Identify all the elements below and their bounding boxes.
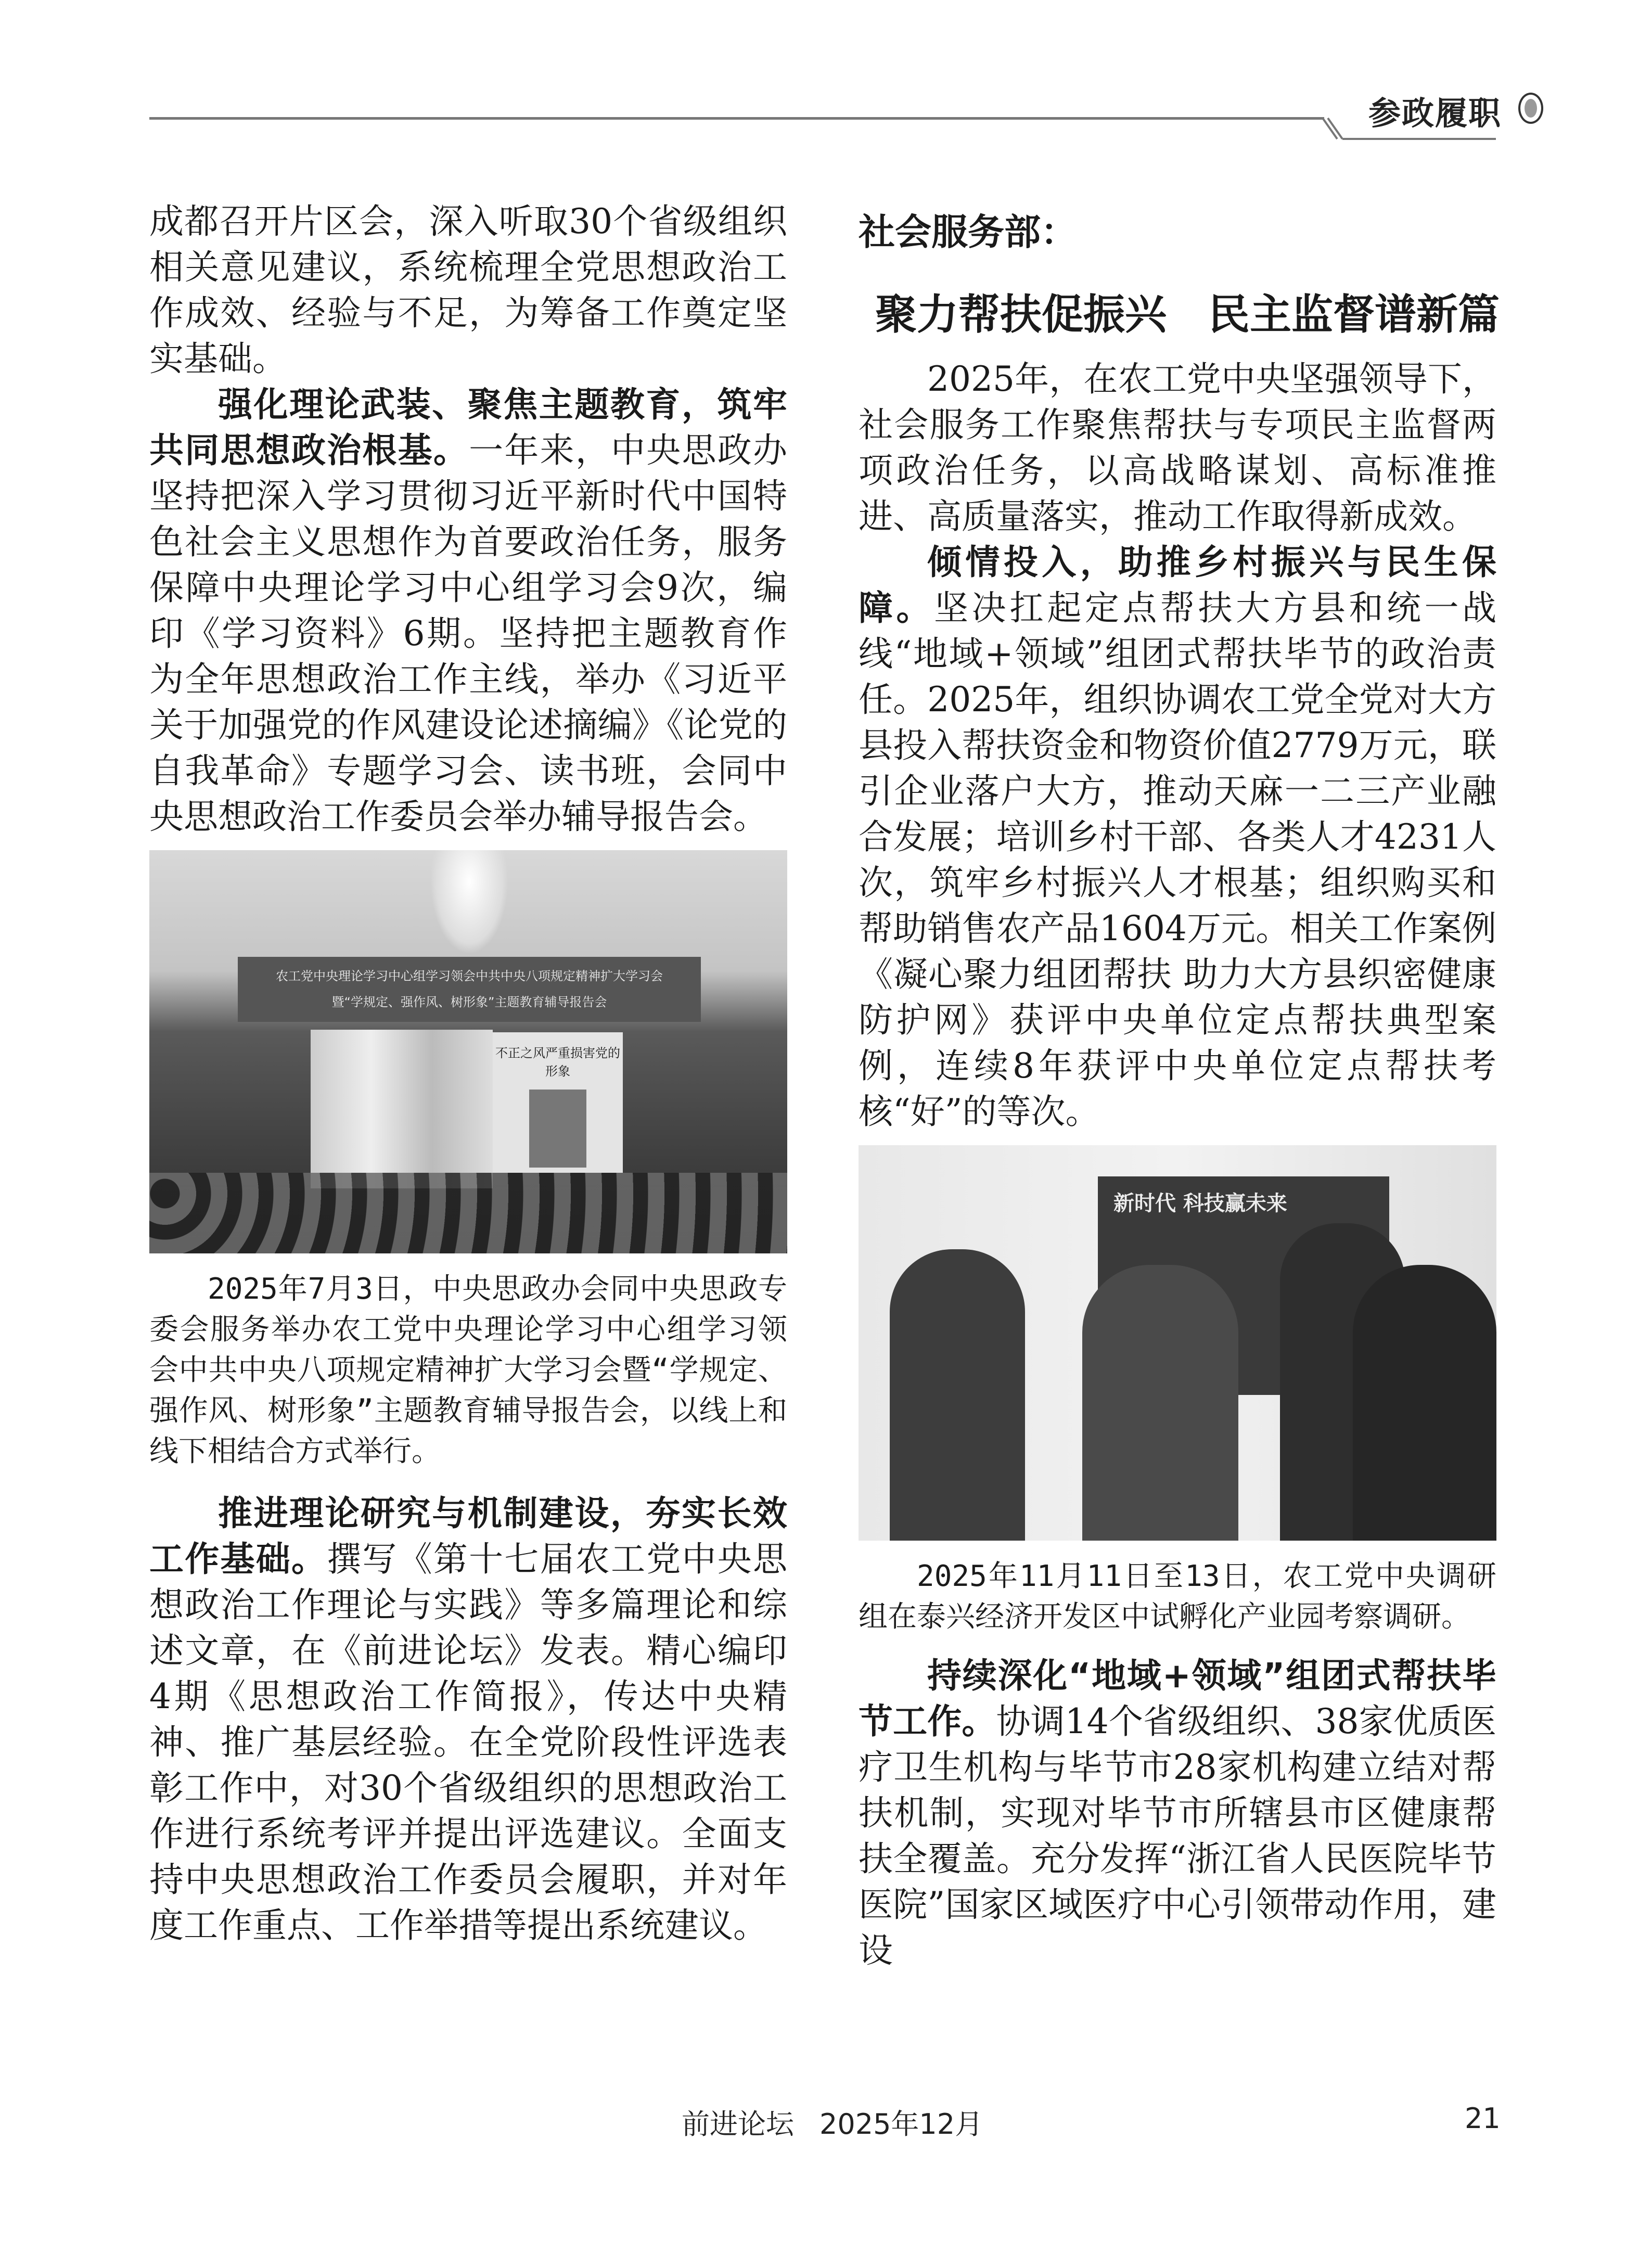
paragraph (149, 382, 787, 840)
right-column-bottom (859, 1653, 1496, 1974)
paragraph-lead: 强化理论武装、聚焦主题教育，筑牢共同思想政治根基。 (149, 385, 787, 470)
left-column-top (149, 199, 787, 840)
page-number: 21 (1465, 2102, 1501, 2135)
footer-publication: 前进论坛 (682, 2108, 794, 2141)
paragraph-body: 坚决扛起定点帮扶大方县和统一战线“地域+领域”组团式帮扶毕节的政治责任。2025年，组织协调农工党全党对大方县投入帮扶资金和物资价值2779万元，联引企业落户大方，推动天麻一二三产业融合发展；培训乡村干部、各类人才4231人次，筑牢乡村振兴人才根基；组织购买和帮助销售农产品1604万元。相关工作案例《凝心聚力组团帮扶 助力大方县织密健康防护网》获评中央单位定点帮扶典型案例，连续8年获评中央单位定点帮扶考核“好”的等次。 (859, 588, 1496, 1132)
person (1353, 1265, 1496, 1541)
right-column-top (859, 356, 1496, 1135)
paragraph-body: 一年来，中央思政办坚持把深入学习贯彻习近平新时代中国特色社会主义思想作为首要政治任务，服务保障中央理论学习中心组学习会9次，编印《学习资料》6期。坚持把主题教育作为全年思想政治工作主线，举办《习近平关于加强党的作风建设论述摘编》《论党的自我革命》专题学习会、读书班，会同中央思想政治工作委员会举办辅导报告会。 (149, 430, 788, 837)
paragraph-body: 撰写《第十七届农工党中央思想政治工作理论与实践》等多篇理论和综述文章，在《前进论坛》发表。精心编印4期《思想政治工作简报》，传达中央精神、推广基层经验。在全党阶段性评选表彰工作中，对30个省级组织的思想政治工作进行系统考评并提出评选建议。全面支持中央思想政治工作委员会履职，并对年度工作重点、工作举措等提出系统建议。 (149, 1539, 788, 1945)
stage-banner (238, 957, 701, 1022)
person (890, 1249, 1025, 1541)
banner-text: 暨“学规定、强作风、树形象”主题教育辅导报告会 (331, 995, 607, 1009)
photo-caption (859, 1556, 1496, 1637)
paragraph (859, 1653, 1496, 1974)
paragraph: 2025年，在农工党中央坚强领导下，社会服务工作聚焦帮扶与专项民主监督两项政治任务，以高战略谋划、高标准推进、高质量落实，推动工作取得新成效。 (859, 359, 1496, 536)
photo-caption (149, 1269, 787, 1472)
projection-screen (493, 1032, 623, 1173)
paragraph (149, 1491, 787, 1949)
banner-text: 农工党中央理论学习中心组学习领会中共中央八项规定精神扩大学习会 (276, 969, 663, 983)
section-title: 参政履职 (1368, 94, 1502, 132)
header-rule (149, 117, 1324, 120)
screen-text: 新时代 科技赢未来 (1113, 1192, 1287, 1215)
department-heading: 社会服务部： (859, 211, 1077, 253)
left-column (149, 199, 787, 1949)
paragraph-lead: 倾情投入，助推乡村振兴与民生保障。 (859, 542, 1496, 628)
audience (149, 1173, 787, 1253)
meeting-photo (149, 850, 787, 1253)
target-circle-icon (1518, 93, 1543, 124)
caption-text: 2025年7月3日，中央思政办会同中央思政专委会服务举办农工党中央理论学习中心组学习领会中共中央八项规定精神扩大学习会暨“学规定、强作风、树形象”主题教育辅导报告会，以线上和线下相结合方式举行。 (149, 1272, 787, 1468)
slide-title: 不正之风严重损害党的形象 (495, 1046, 620, 1079)
right-column (859, 356, 1496, 1974)
footer-issue: 2025年12月 (819, 2108, 983, 2141)
paragraph: 成都召开片区会，深入听取30个省级组织相关意见建议，系统梳理全党思想政治工作成效、经验与不足，为筹备工作奠定坚实基础。 (149, 201, 787, 379)
paragraph-lead: 推进理论研究与机制建设，夯实长效工作基础。 (149, 1493, 787, 1579)
paragraph (859, 540, 1496, 1135)
chandelier (430, 850, 508, 954)
paragraph-body: 协调14个省级组织、38家优质医疗卫生机构与毕节市28家机构建立结对帮扶机制，实现对毕节市所辖县市区健康帮扶全覆盖。充分发挥“浙江省人民医院毕节医院”国家区域医疗中心引领带动作用，建设 (859, 1701, 1497, 1970)
inspection-photo (859, 1145, 1496, 1541)
stage-curtain (311, 1030, 493, 1188)
article-title: 聚力帮扶促振兴 民主监督谱新篇 (875, 290, 1500, 339)
person (1082, 1265, 1238, 1541)
paragraph-lead: 持续深化“地域+领域”组团式帮扶毕节工作。 (859, 1656, 1496, 1741)
caption-text: 2025年11月11日至13日，农工党中央调研组在泰兴经济开发区中试孵化产业园考察调研。 (859, 1559, 1496, 1634)
left-column-bottom (149, 1491, 787, 1949)
